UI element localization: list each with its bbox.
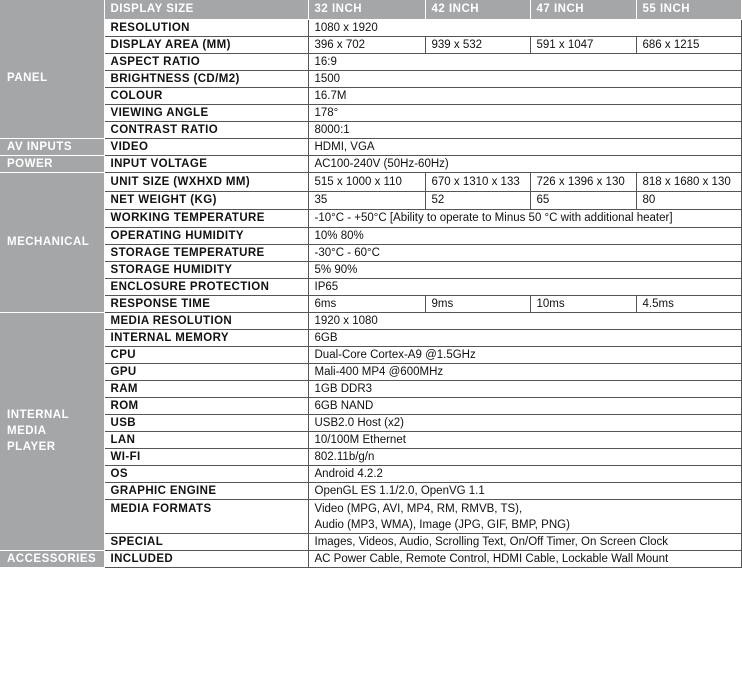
spec-label: SPECIAL: [104, 533, 308, 550]
spec-label: INPUT VOLTAGE: [104, 155, 308, 172]
table-row: [0, 465, 741, 482]
spec-value: USB2.0 Host (x2): [308, 414, 741, 431]
spec-value: 1920 x 1080: [308, 312, 741, 329]
spec-value: 4.5ms: [636, 295, 741, 312]
spec-value: 515 x 1000 x 110: [308, 172, 425, 191]
group-mechanical: MECHANICAL: [0, 172, 104, 312]
group-power: POWER: [0, 155, 104, 172]
spec-label: ROM: [104, 397, 308, 414]
table-row: [0, 329, 741, 346]
table-row: [0, 87, 741, 104]
spec-value: 396 x 702: [308, 36, 425, 53]
table-row: [0, 278, 741, 295]
spec-label: LAN: [104, 431, 308, 448]
media-formats-line-2: Audio (MP3, WMA), Image (JPG, GIF, BMP, PNG): [314, 518, 570, 531]
spec-label: WORKING TEMPERATURE: [104, 209, 308, 227]
group-panel: PANEL: [0, 19, 104, 138]
spec-label: VIDEO: [104, 138, 308, 155]
table-row: [0, 172, 741, 191]
spec-label: OS: [104, 465, 308, 482]
spec-label: MEDIA RESOLUTION: [104, 312, 308, 329]
spec-value: 80: [636, 191, 741, 209]
spec-label: RESPONSE TIME: [104, 295, 308, 312]
table-row: [0, 499, 741, 533]
spec-label: GPU: [104, 363, 308, 380]
spec-value: 8000:1: [308, 121, 741, 138]
spec-value: 10% 80%: [308, 227, 741, 244]
spec-label: RESOLUTION: [104, 19, 308, 36]
spec-label: DISPLAY AREA (MM): [104, 36, 308, 53]
spec-label: USB: [104, 414, 308, 431]
spec-value: AC100-240V (50Hz-60Hz): [308, 155, 741, 172]
spec-value: HDMI, VGA: [308, 138, 741, 155]
table-row: [0, 312, 741, 329]
spec-label: BRIGHTNESS (CD/M2): [104, 70, 308, 87]
spec-value: 9ms: [425, 295, 530, 312]
media-formats-line-1: Video (MPG, AVI, MP4, RM, RMVB, TS),: [314, 502, 523, 515]
spec-value: Dual-Core Cortex-A9 @1.5GHz: [308, 346, 741, 363]
table-row: [0, 261, 741, 278]
table-row: [0, 482, 741, 499]
spec-value: Images, Videos, Audio, Scrolling Text, On/Off Timer, On Screen Clock: [308, 533, 741, 550]
spec-label: STORAGE HUMIDITY: [104, 261, 308, 278]
table-row: [0, 414, 741, 431]
spec-label: ENCLOSURE PROTECTION: [104, 278, 308, 295]
table-row: [0, 53, 741, 70]
spec-value: [308, 499, 741, 533]
table-row: [0, 448, 741, 465]
table-row: [0, 397, 741, 414]
table-row: [0, 19, 741, 36]
spec-value: AC Power Cable, Remote Control, HDMI Cable, Lockable Wall Mount: [308, 550, 741, 567]
table-row: [0, 380, 741, 397]
spec-value: 10ms: [530, 295, 636, 312]
spec-value: 1GB DDR3: [308, 380, 741, 397]
spec-value: 10/100M Ethernet: [308, 431, 741, 448]
spec-value: Mali-400 MP4 @600MHz: [308, 363, 741, 380]
spec-value: Android 4.2.2: [308, 465, 741, 482]
spec-value: 939 x 532: [425, 36, 530, 53]
table-row: [0, 155, 741, 172]
table-row: [0, 227, 741, 244]
spec-value: 16.7M: [308, 87, 741, 104]
spec-label: COLOUR: [104, 87, 308, 104]
spec-value: 1080 x 1920: [308, 19, 741, 36]
header-row: [0, 0, 741, 19]
group-av-inputs: AV INPUTS: [0, 138, 104, 155]
display-size-heading: DISPLAY SIZE: [104, 0, 308, 19]
group-media-player: INTERNAL MEDIA PLAYER: [0, 312, 104, 550]
spec-label: WI-FI: [104, 448, 308, 465]
spec-label: OPERATING HUMIDITY: [104, 227, 308, 244]
size-heading-32: 32 INCH: [308, 0, 425, 19]
spec-value: IP65: [308, 278, 741, 295]
spec-label: NET WEIGHT (KG): [104, 191, 308, 209]
spec-label: ASPECT RATIO: [104, 53, 308, 70]
table-row: [0, 533, 741, 550]
spec-value: 6ms: [308, 295, 425, 312]
table-row: [0, 70, 741, 87]
spec-label: MEDIA FORMATS: [104, 499, 308, 533]
spec-value: 686 x 1215: [636, 36, 741, 53]
spec-value: 178°: [308, 104, 741, 121]
spec-value: 802.11b/g/n: [308, 448, 741, 465]
spec-label: GRAPHIC ENGINE: [104, 482, 308, 499]
size-heading-47: 47 INCH: [530, 0, 636, 19]
spec-value: 818 x 1680 x 130: [636, 172, 741, 191]
table-row: [0, 104, 741, 121]
spec-value: 16:9: [308, 53, 741, 70]
spec-label: VIEWING ANGLE: [104, 104, 308, 121]
spec-value: OpenGL ES 1.1/2.0, OpenVG 1.1: [308, 482, 741, 499]
table-row: [0, 209, 741, 227]
spec-label: CONTRAST RATIO: [104, 121, 308, 138]
spec-value: 1500: [308, 70, 741, 87]
spec-value: -10°C - +50°C [Ability to operate to Minus 50 °C with additional heater]: [308, 209, 741, 227]
table-row: [0, 363, 741, 380]
table-row: [0, 550, 741, 567]
spec-label: RAM: [104, 380, 308, 397]
spec-value: 591 x 1047: [530, 36, 636, 53]
table-row: [0, 346, 741, 363]
table-row: [0, 295, 741, 312]
spec-value: 6GB NAND: [308, 397, 741, 414]
spec-value: 670 x 1310 x 133: [425, 172, 530, 191]
size-heading-42: 42 INCH: [425, 0, 530, 19]
table-row: [0, 138, 741, 155]
spec-label: STORAGE TEMPERATURE: [104, 244, 308, 261]
table-row: [0, 121, 741, 138]
group-accessories: ACCESSORIES: [0, 550, 104, 567]
table-row: [0, 431, 741, 448]
spec-value: 726 x 1396 x 130: [530, 172, 636, 191]
spec-value: 65: [530, 191, 636, 209]
table-row: [0, 191, 741, 209]
spec-value: 52: [425, 191, 530, 209]
spec-label: CPU: [104, 346, 308, 363]
table-row: [0, 244, 741, 261]
spec-label: UNIT SIZE (WXHXD MM): [104, 172, 308, 191]
spec-label: INTERNAL MEMORY: [104, 329, 308, 346]
spec-label: INCLUDED: [104, 550, 308, 567]
spec-value: 35: [308, 191, 425, 209]
table-row: [0, 36, 741, 53]
spec-value: -30°C - 60°C: [308, 244, 741, 261]
header-blank-cell: [0, 0, 104, 19]
spec-value: 6GB: [308, 329, 741, 346]
spec-value: 5% 90%: [308, 261, 741, 278]
size-heading-55: 55 INCH: [636, 0, 741, 19]
